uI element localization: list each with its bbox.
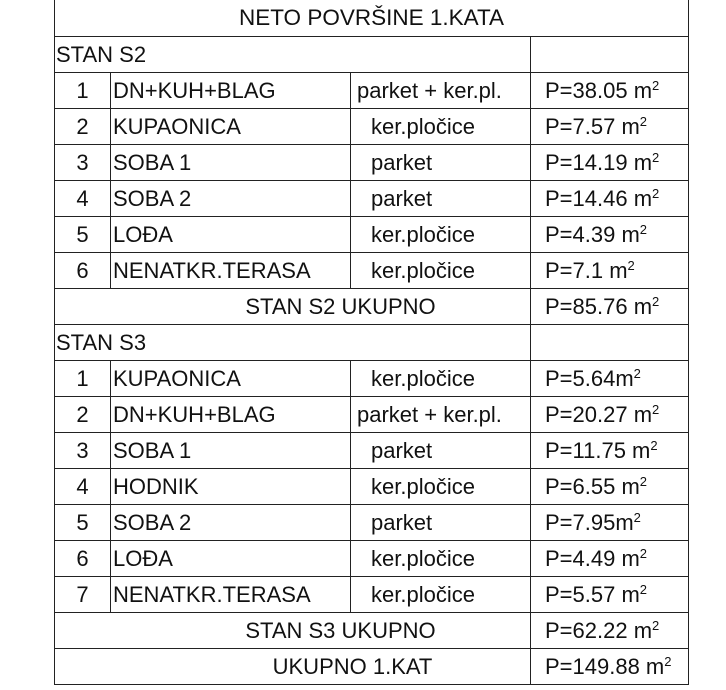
- grand-total-area: [531, 649, 689, 685]
- room-name: KUPAONICA: [111, 361, 351, 397]
- room-area-value: P=5.57 m: [545, 581, 640, 607]
- row-number: 6: [55, 253, 111, 289]
- row-number: 3: [55, 145, 111, 181]
- room-area: [531, 577, 689, 613]
- room-area-value: P=5.64m: [545, 365, 634, 391]
- section-total-area-value: P=62.22 m: [545, 617, 653, 643]
- room-area-unit: 2: [639, 473, 648, 489]
- section-empty-cell: [531, 325, 689, 361]
- room-area-unit: 2: [652, 149, 660, 165]
- room-area-value: P=38.05 m: [545, 77, 653, 103]
- room-area: [531, 217, 689, 253]
- room-area: [531, 361, 689, 397]
- table-row: [55, 469, 689, 505]
- table-row: [55, 577, 689, 613]
- floor-finish: parket + ker.pl.: [351, 73, 531, 109]
- floor-finish: parket: [351, 181, 531, 217]
- room-area-unit: 2: [639, 545, 648, 561]
- section-total-label: STAN S2 UKUPNO: [55, 289, 531, 325]
- room-area: [531, 253, 689, 289]
- grand-total-row: [55, 649, 689, 685]
- floor-finish: ker.pločice: [351, 217, 531, 253]
- grand-total-area-unit: 2: [664, 653, 672, 669]
- floor-finish: parket: [351, 433, 531, 469]
- room-area: [531, 397, 689, 433]
- table-row: [55, 109, 689, 145]
- table-row: [55, 145, 689, 181]
- room-area: [531, 73, 689, 109]
- room-name: SOBA 1: [111, 433, 351, 469]
- table-title: NETO POVRŠINE 1.KATA: [55, 0, 689, 37]
- room-name: SOBA 2: [111, 505, 351, 541]
- table-row: [55, 181, 689, 217]
- room-area-value: P=6.55 m: [545, 473, 640, 499]
- grand-total-area-value: P=149.88 m: [545, 653, 665, 679]
- table-body: [55, 0, 689, 685]
- room-area-unit: 2: [633, 365, 641, 381]
- row-number: 7: [55, 577, 111, 613]
- room-area-unit: 2: [639, 581, 648, 597]
- room-area: [531, 541, 689, 577]
- room-area-value: P=7.57 m: [545, 113, 640, 139]
- section-total-area-unit: 2: [652, 617, 660, 633]
- table-row: [55, 541, 689, 577]
- row-number: 2: [55, 109, 111, 145]
- room-area-value: P=20.27 m: [545, 401, 653, 427]
- room-area: [531, 433, 689, 469]
- room-area: [531, 145, 689, 181]
- row-number: 5: [55, 217, 111, 253]
- room-name: NENATKR.TERASA: [111, 253, 351, 289]
- floor-finish: parket: [351, 505, 531, 541]
- section-total-label: STAN S3 UKUPNO: [55, 613, 531, 649]
- section-total-row: [55, 613, 689, 649]
- section-title: STAN S2: [55, 37, 531, 73]
- grand-total-label: UKUPNO 1.KAT: [55, 649, 531, 685]
- room-area: [531, 109, 689, 145]
- floor-finish: ker.pločice: [351, 469, 531, 505]
- table-row: [55, 397, 689, 433]
- table-row: [55, 217, 689, 253]
- room-area-unit: 2: [650, 437, 658, 453]
- section-total-area: [531, 613, 689, 649]
- room-name: SOBA 1: [111, 145, 351, 181]
- room-area-value: P=14.19 m: [545, 149, 653, 175]
- room-name: HODNIK: [111, 469, 351, 505]
- row-number: 5: [55, 505, 111, 541]
- room-area-unit: 2: [652, 401, 660, 417]
- room-area: [531, 181, 689, 217]
- net-area-table: [54, 0, 689, 685]
- section-total-row: [55, 289, 689, 325]
- table-row: [55, 73, 689, 109]
- room-name: NENATKR.TERASA: [111, 577, 351, 613]
- room-name: LOĐA: [111, 217, 351, 253]
- section-header-row: [55, 37, 689, 73]
- row-number: 1: [55, 361, 111, 397]
- room-area: [531, 505, 689, 541]
- section-empty-cell: [531, 37, 689, 73]
- table-row: [55, 361, 689, 397]
- section-title: STAN S3: [55, 325, 531, 361]
- room-area-unit: 2: [652, 185, 660, 201]
- room-area-value: P=7.1 m: [545, 257, 628, 283]
- table-row: [55, 505, 689, 541]
- floor-finish: parket + ker.pl.: [351, 397, 531, 433]
- table-row: [55, 433, 689, 469]
- room-area-unit: 2: [652, 77, 660, 93]
- floor-finish: parket: [351, 145, 531, 181]
- room-name: DN+KUH+BLAG: [111, 73, 351, 109]
- section-total-area-value: P=85.76 m: [545, 293, 653, 319]
- room-area-value: P=11.75 m: [545, 437, 651, 463]
- floor-finish: ker.pločice: [351, 361, 531, 397]
- room-area-value: P=4.49 m: [545, 545, 640, 571]
- floor-finish: ker.pločice: [351, 109, 531, 145]
- floor-finish: ker.pločice: [351, 253, 531, 289]
- section-header-row: [55, 325, 689, 361]
- room-name: DN+KUH+BLAG: [111, 397, 351, 433]
- room-area-value: P=7.95m: [545, 509, 634, 535]
- room-area-unit: 2: [639, 113, 648, 129]
- row-number: 1: [55, 73, 111, 109]
- section-total-area: [531, 289, 689, 325]
- floor-finish: ker.pločice: [351, 541, 531, 577]
- room-area: [531, 469, 689, 505]
- row-number: 4: [55, 181, 111, 217]
- room-area-unit: 2: [639, 221, 648, 237]
- room-name: LOĐA: [111, 541, 351, 577]
- table-title-row: [55, 0, 689, 37]
- row-number: 6: [55, 541, 111, 577]
- room-area-unit: 2: [627, 257, 635, 273]
- area-table-sheet: [54, 0, 688, 688]
- table-row: [55, 253, 689, 289]
- room-area-value: P=14.46 m: [545, 185, 653, 211]
- section-total-area-unit: 2: [652, 293, 660, 309]
- room-area-unit: 2: [633, 509, 641, 525]
- row-number: 2: [55, 397, 111, 433]
- floor-finish: ker.pločice: [351, 577, 531, 613]
- room-area-value: P=4.39 m: [545, 221, 640, 247]
- room-name: SOBA 2: [111, 181, 351, 217]
- room-name: KUPAONICA: [111, 109, 351, 145]
- row-number: 3: [55, 433, 111, 469]
- row-number: 4: [55, 469, 111, 505]
